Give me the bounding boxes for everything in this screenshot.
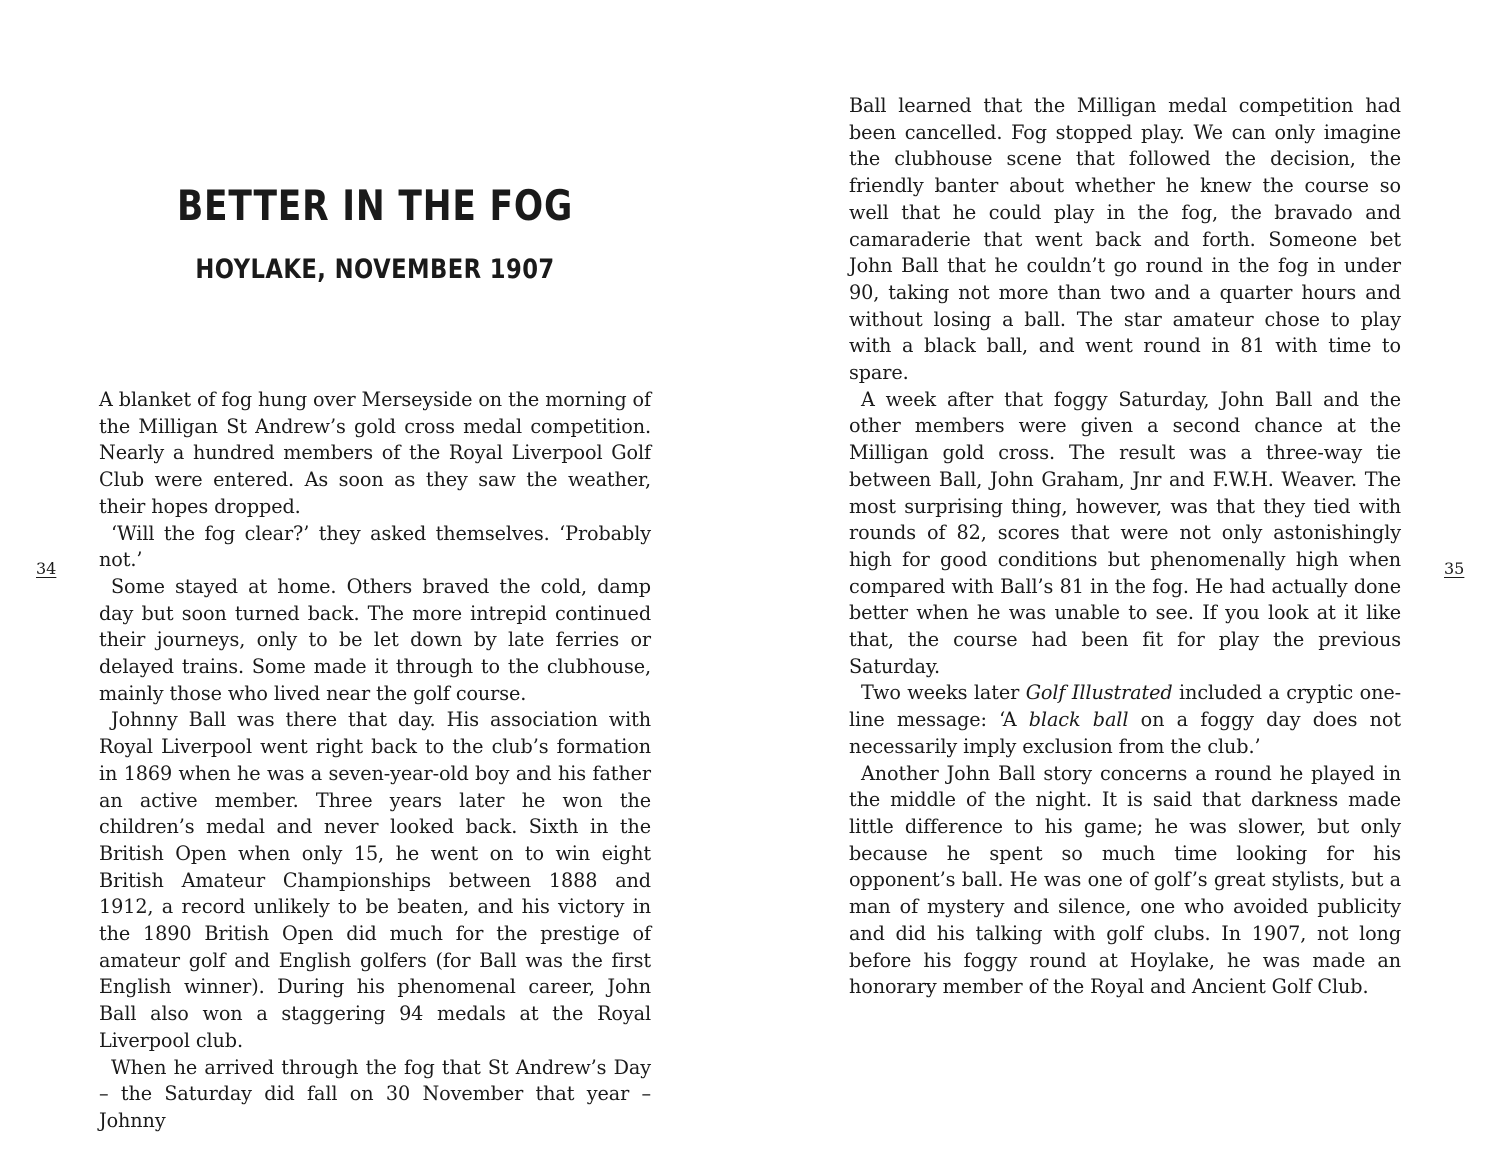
paragraph: When he arrived through the fog that St Andrew’s Day – the Saturday did fall on 30 November that year – Johnny	[99, 1055, 651, 1132]
body-text-right	[849, 93, 1401, 1001]
text-run: included a cryptic one-line message: ‘A	[849, 681, 1401, 732]
paragraph: Another John Ball story concerns a round he played in the middle of the night. It is said that darkness made little difference to his game; he was slower, but only because he spent so much time looking for his opponent’s ball. He was one of golf’s great stylists, but a man of mystery and silence, one who avoided publicity and did his talking with golf clubs. In 1907, not long before his foggy round at Hoylake, he was made an honorary member of the Royal and Ancient Golf Club.	[849, 761, 1401, 999]
right-page	[750, 0, 1500, 1152]
page-number-right: 35	[1444, 559, 1465, 578]
paragraph: A blanket of fog hung over Merseyside on the morning of the Milligan St Andrew’s gold cross medal competition. Nearly a hundred members of the Royal Liverpool Golf Club were entered. As soon as they saw the weather, their hopes dropped.	[99, 388, 651, 518]
body-text-left	[99, 387, 651, 1135]
publication-title: Golf Illustrated	[1025, 681, 1173, 705]
paragraph	[849, 680, 1401, 760]
chapter-title: BETTER IN THE FOG	[176, 181, 574, 230]
paragraph: Some stayed at home. Others braved the cold, damp day but soon turned back. The more intrepid continued their journeys, only to be let down by late ferries or delayed trains. Some made it through to the clubhouse, mainly those who lived near the golf course.	[99, 574, 651, 705]
paragraph: ‘Will the fog clear?’ they asked themselves. ‘Probably not.’	[99, 521, 651, 572]
chapter-subtitle: HOYLAKE, NOVEMBER 1907	[195, 254, 555, 285]
paragraph-continued: Ball learned that the Milligan medal competition had been cancelled. Fog stopped play. We can only imagine the clubhouse scene that followed the decision, the friendly banter about whether he knew the course so well that he could play in the fog, the bravado and camaraderie that went back and forth. Someone bet John Ball that he couldn’t go round in the fog in under 90, taking not more than two and a quarter hours and without losing a ball. The star amateur chose to play with a black ball, and went round in 81 with time to spare.	[849, 94, 1401, 385]
paragraph: A week after that foggy Saturday, John Ball and the other members were given a second chance at the Milligan gold cross. The result was a three-way tie between Ball, John Graham, Jnr and F.W.H. Weaver. The most surprising thing, however, was that they tied with rounds of 82, scores that were not only astonishingly high for good conditions but phenomenally high when compared with Ball’s 81 in the fog. He had actually done better when he was unable to see. If you look at it like that, the course had been fit for play the previous Saturday.	[849, 387, 1401, 678]
paragraph: Johnny Ball was there that day. His association with Royal Liverpool went right back to the club’s formation in 1869 when he was a seven-year-old boy and his father an active member. Three years later he won the children’s medal and never looked back. Sixth in the British Open when only 15, he went on to win eight British Amateur Championships between 1888 and 1912, a record unlikely to be beaten, and his victory in the 1890 British Open did much for the prestige of amateur golf and English golfers (for Ball was the first English winner). During his phenomenal career, John Ball also won a staggering 94 medals at the Royal Liverpool club.	[99, 708, 651, 1052]
text-run: on a foggy day does not necessarily imply exclusion from the club.’	[849, 708, 1401, 758]
emphasis-text: black ball	[1028, 708, 1129, 732]
text-run: Two weeks later	[861, 681, 1026, 705]
page-number-left: 34	[36, 559, 57, 578]
